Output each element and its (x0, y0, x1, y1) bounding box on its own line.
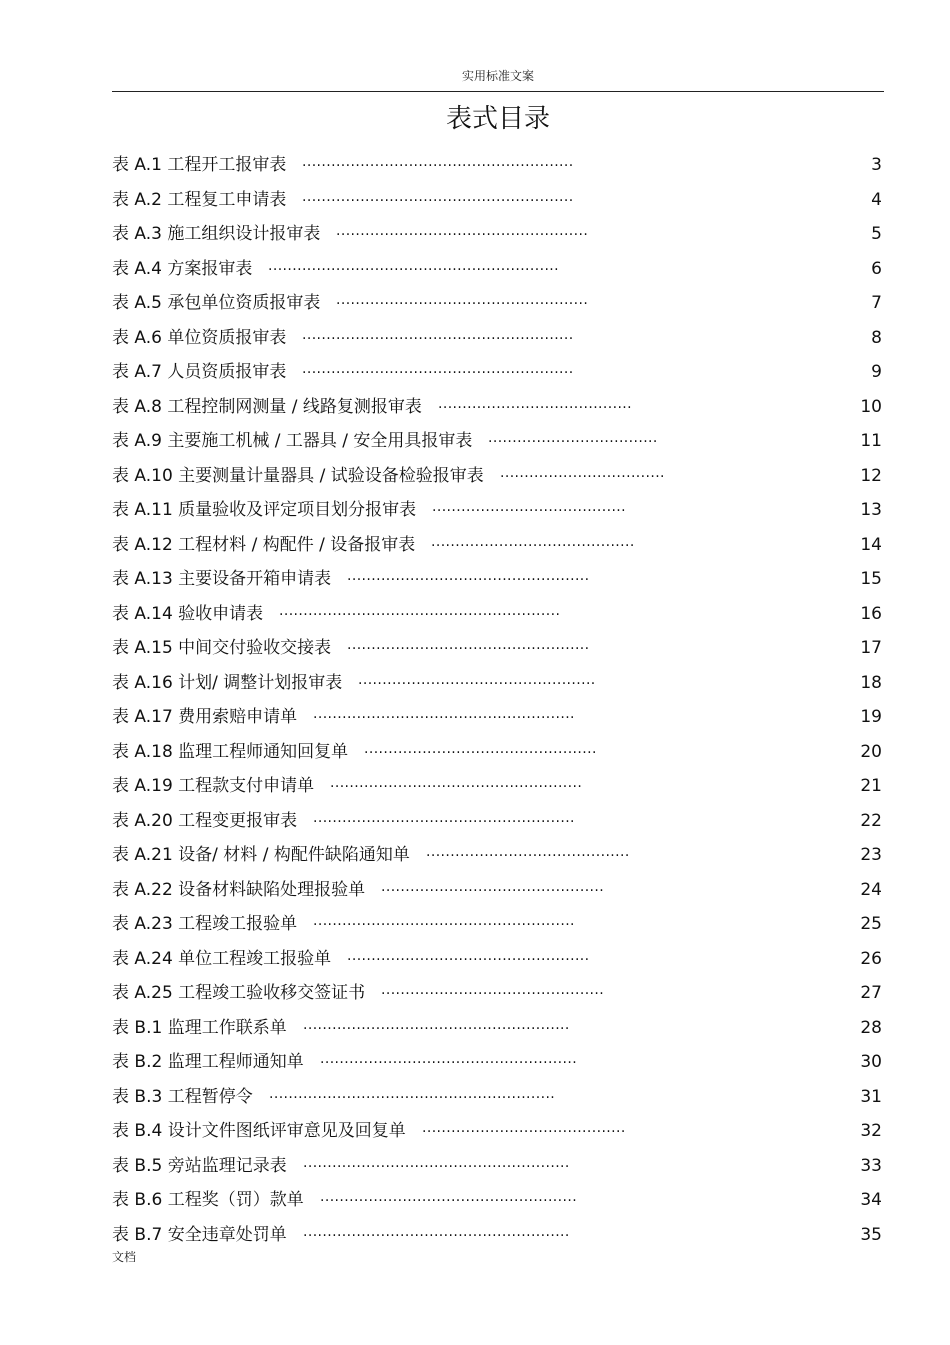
toc-entry-label: 表 A.7 人员资质报审表 (112, 362, 287, 382)
toc-page-number: 22 (860, 810, 882, 831)
toc-entry[interactable] (112, 217, 884, 252)
toc-entry[interactable] (112, 666, 884, 701)
toc-leader-dots: ........................................ (438, 395, 633, 412)
toc-leader-dots: ........................................................ (302, 326, 574, 343)
toc-page-number: 32 (860, 1121, 882, 1141)
toc-page-number: 28 (860, 1017, 882, 1038)
toc-entry[interactable] (112, 631, 884, 666)
toc-entry-label: 表 A.19 工程款支付申请单 (112, 776, 315, 796)
toc-page-number: 27 (860, 983, 882, 1003)
toc-page-number: 12 (860, 465, 882, 486)
toc-page-number: 8 (871, 327, 882, 348)
toc-entry-label: 表 A.20 工程变更报审表 (112, 810, 298, 831)
toc-leader-dots: ................................... (488, 430, 658, 446)
toc-entry-label: 表 A.15 中间交付验收交接表 (112, 638, 332, 658)
toc-entry-label: 表 A.2 工程复工申请表 (112, 189, 287, 210)
toc-leader-dots: .................................................... (336, 223, 589, 239)
toc-entry-label: 表 A.25 工程竣工验收移交签证书 (112, 983, 366, 1003)
toc-entry-label: 表 A.13 主要设备开箱申请表 (112, 569, 332, 589)
toc-entry-label: 表 A.24 单位工程竣工报验单 (112, 948, 332, 969)
toc-page-number: 20 (860, 741, 882, 762)
toc-entry[interactable] (112, 700, 884, 735)
toc-entry-label: 表 A.12 工程材料 / 构配件 / 设备报审表 (112, 534, 416, 555)
toc-page-number: 17 (860, 638, 882, 658)
toc-leader-dots: ............................................................ (268, 257, 560, 274)
toc-page-number: 9 (871, 362, 882, 382)
toc-entry-label: 表 A.5 承包单位资质报审表 (112, 293, 321, 313)
toc-page-number: 26 (860, 948, 882, 969)
toc-page-number: 21 (860, 776, 882, 796)
toc-page-number: 4 (871, 189, 882, 210)
toc-entry-label: 表 B.2 监理工程师通知单 (112, 1052, 304, 1072)
page-title: 表式目录 (445, 104, 550, 134)
toc-page-number: 30 (860, 1052, 882, 1072)
toc-leader-dots: .......................................................... (279, 602, 561, 619)
toc-entry[interactable] (112, 355, 884, 390)
toc-entry-label: 表 A.8 工程控制网测量 / 线路复测报审表 (112, 396, 422, 417)
toc-entry[interactable] (112, 562, 884, 597)
toc-page-number: 7 (871, 293, 882, 313)
toc-page-number: 18 (860, 672, 882, 693)
toc-page-number: 6 (871, 258, 882, 279)
toc-leader-dots: ........................................................... (269, 1085, 556, 1102)
toc-leader-dots: .................................................. (347, 947, 590, 964)
toc-leader-dots: .......................................... (422, 1120, 626, 1136)
toc-entry[interactable] (112, 1080, 884, 1115)
toc-entry-label: 表 A.21 设备/ 材料 / 构配件缺陷通知单 (112, 845, 410, 865)
toc-leader-dots: .................................................. (347, 637, 590, 653)
page-header: 实用标准文案 (461, 69, 534, 83)
toc-leader-dots: .................................................... (336, 292, 589, 308)
toc-leader-dots: .............................................. (381, 982, 605, 998)
toc-entry-label: 表 B.5 旁站监理记录表 (112, 1155, 287, 1176)
toc-page-number: 35 (860, 1224, 882, 1245)
toc-entry[interactable] (112, 528, 884, 563)
toc-leader-dots: .................................. (500, 464, 665, 481)
toc-leader-dots: ................................................. (358, 671, 596, 688)
toc-entry-label: 表 B.1 监理工作联系单 (112, 1017, 287, 1038)
toc-entry-label: 表 A.18 监理工程师通知回复单 (112, 741, 349, 762)
toc-leader-dots: .................................................. (347, 568, 590, 584)
page-footer: 文档 (112, 1250, 137, 1264)
toc-entry[interactable] (112, 1045, 884, 1080)
toc-page-number: 11 (860, 431, 882, 451)
toc-leader-dots: ................................................ (364, 740, 597, 757)
toc-entry-label: 表 A.6 单位资质报审表 (112, 327, 287, 348)
toc-entry-label: 表 A.14 验收申请表 (112, 603, 264, 624)
toc-entry-label: 表 A.9 主要施工机械 / 工器具 / 安全用具报审表 (112, 431, 473, 451)
toc-entry[interactable] (112, 1183, 884, 1218)
toc-page-number: 14 (860, 534, 882, 555)
toc-leader-dots: ..................................................... (320, 1189, 578, 1205)
toc-entry[interactable] (112, 769, 884, 804)
toc-page-number: 23 (860, 845, 882, 865)
toc-leader-dots: ...................................................... (313, 809, 575, 826)
toc-page-number: 10 (860, 396, 882, 417)
toc-entry[interactable] (112, 873, 884, 908)
toc-leader-dots: ....................................................... (303, 1016, 570, 1033)
toc-entry[interactable] (112, 459, 884, 494)
toc-entry[interactable] (112, 252, 884, 287)
toc-entry-label: 表 A.10 主要测量计量器具 / 试验设备检验报审表 (112, 465, 484, 486)
toc-entry[interactable] (112, 493, 884, 528)
toc-entry[interactable] (112, 597, 884, 632)
toc-entry-label: 表 B.7 安全违章处罚单 (112, 1224, 287, 1245)
toc-entry[interactable] (112, 1011, 884, 1046)
toc-entry[interactable] (112, 390, 884, 425)
toc-entry-label: 表 A.17 费用索赔申请单 (112, 707, 298, 727)
toc-leader-dots: ........................................ (432, 499, 627, 515)
toc-entry-label: 表 A.16 计划/ 调整计划报审表 (112, 672, 343, 693)
toc-leader-dots: .................................................... (330, 775, 583, 791)
toc-entry[interactable] (112, 838, 884, 873)
table-of-contents (112, 148, 884, 1252)
toc-page-number: 15 (860, 569, 882, 589)
toc-entry-label: 表 A.22 设备材料缺陷处理报验单 (112, 879, 366, 900)
toc-page-number: 3 (871, 155, 882, 175)
toc-entry[interactable] (112, 424, 884, 459)
toc-page-number: 13 (860, 500, 882, 520)
toc-entry[interactable] (112, 976, 884, 1011)
toc-leader-dots: ........................................................ (302, 361, 574, 377)
toc-entry[interactable] (112, 804, 884, 839)
toc-entry-label: 表 A.11 质量验收及评定项目划分报审表 (112, 500, 417, 520)
toc-entry[interactable] (112, 1218, 884, 1253)
toc-page-number: 33 (860, 1155, 882, 1176)
toc-entry[interactable] (112, 183, 884, 218)
toc-page-number: 5 (871, 224, 882, 244)
toc-leader-dots: .............................................. (381, 878, 605, 895)
toc-leader-dots: .......................................... (431, 533, 635, 550)
toc-entry-label: 表 A.4 方案报审表 (112, 258, 253, 279)
toc-entry[interactable] (112, 942, 884, 977)
toc-leader-dots: ........................................................ (302, 188, 574, 205)
toc-entry[interactable] (112, 735, 884, 770)
header-divider (112, 91, 884, 92)
toc-entry-label: 表 B.4 设计文件图纸评审意见及回复单 (112, 1121, 406, 1141)
toc-entry[interactable] (112, 148, 884, 183)
toc-leader-dots: .......................................... (426, 844, 630, 860)
toc-entry[interactable] (112, 1149, 884, 1184)
toc-entry[interactable] (112, 286, 884, 321)
toc-entry-label: 表 B.6 工程奖（罚）款单 (112, 1190, 304, 1210)
toc-entry[interactable] (112, 907, 884, 942)
toc-page-number: 25 (860, 914, 882, 934)
toc-page-number: 19 (860, 707, 882, 727)
toc-leader-dots: ....................................................... (303, 1223, 570, 1240)
toc-leader-dots: ...................................................... (313, 913, 575, 929)
toc-page-number: 24 (860, 879, 882, 900)
toc-entry-label: 表 A.23 工程竣工报验单 (112, 914, 298, 934)
toc-entry[interactable] (112, 1114, 884, 1149)
toc-page-number: 16 (860, 603, 882, 624)
toc-leader-dots: ........................................................ (302, 154, 574, 170)
toc-page-number: 34 (860, 1190, 882, 1210)
toc-leader-dots: ....................................................... (303, 1154, 570, 1171)
toc-leader-dots: ...................................................... (313, 706, 575, 722)
toc-page-number: 31 (860, 1086, 882, 1107)
toc-leader-dots: ..................................................... (320, 1051, 578, 1067)
toc-entry-label: 表 A.1 工程开工报审表 (112, 155, 287, 175)
toc-entry-label: 表 A.3 施工组织设计报审表 (112, 224, 321, 244)
toc-entry-label: 表 B.3 工程暂停令 (112, 1086, 253, 1107)
toc-entry[interactable] (112, 321, 884, 356)
